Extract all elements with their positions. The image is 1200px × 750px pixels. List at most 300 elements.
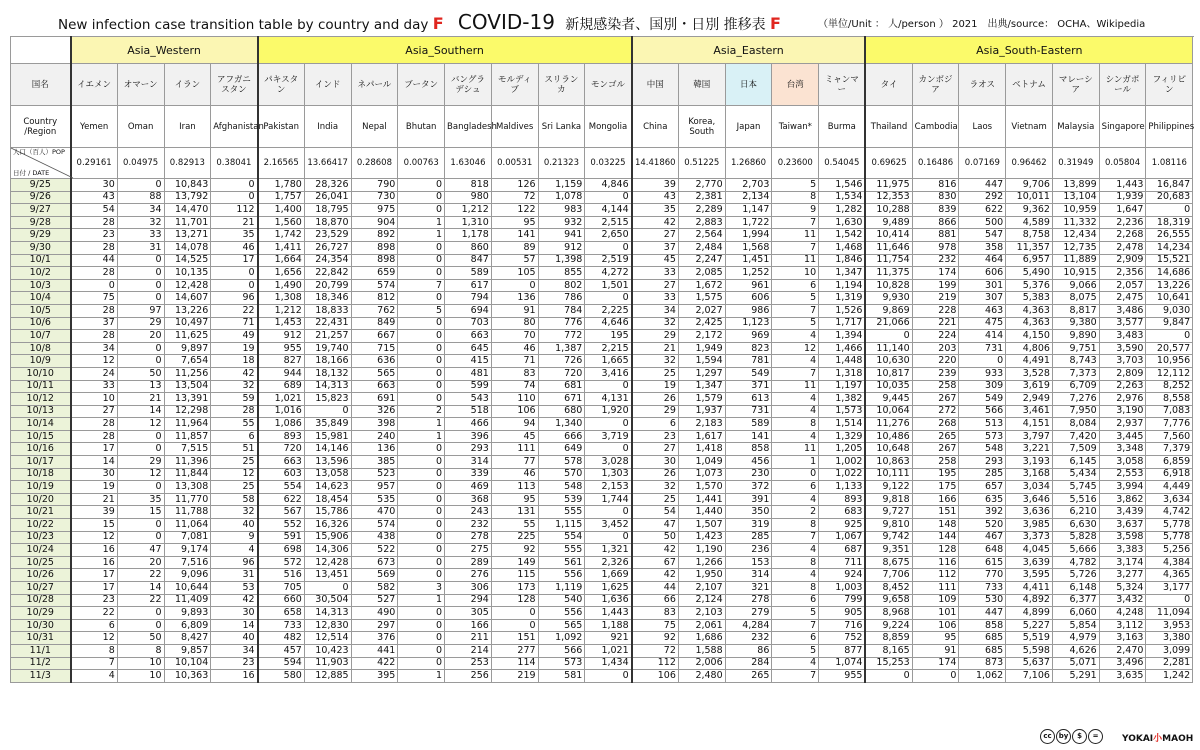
table-row	[11, 355, 1193, 368]
case-count: 904	[351, 216, 398, 229]
case-count: 0	[398, 330, 445, 343]
case-count: 799	[819, 594, 866, 607]
case-count: 2,770	[678, 179, 725, 192]
case-count: 9,066	[1052, 279, 1099, 292]
case-count: 11,844	[164, 468, 211, 481]
case-count: 50	[117, 367, 164, 380]
case-count: 589	[445, 267, 492, 280]
case-count: 71	[211, 317, 258, 330]
case-count: 4,363	[1006, 304, 1053, 317]
case-count: 12	[772, 342, 819, 355]
case-count: 10,135	[164, 267, 211, 280]
case-count: 45	[491, 430, 538, 443]
table-row	[11, 292, 1193, 305]
case-count: 10,828	[865, 279, 912, 292]
case-count: 276	[445, 569, 492, 582]
table-row	[11, 456, 1193, 469]
case-count: 46	[491, 342, 538, 355]
case-count: 0	[1146, 594, 1193, 607]
case-count: 622	[959, 204, 1006, 217]
country-jp-name: イエメン	[71, 64, 118, 106]
case-count: 28	[211, 405, 258, 418]
case-count: 8,452	[865, 582, 912, 595]
case-count: 7,776	[1146, 418, 1193, 431]
case-count: 1,742	[258, 229, 305, 242]
case-count: 67	[632, 556, 679, 569]
country-jp-name: イラン	[164, 64, 211, 106]
case-count: 957	[351, 481, 398, 494]
case-count: 2,124	[678, 594, 725, 607]
unit-source-note: （単位/Unit ： 人/person ） 2021 出典/source： OCHA、Wikipedia	[818, 19, 1146, 30]
case-count: 6,060	[1052, 607, 1099, 620]
case-count: 4,846	[585, 179, 632, 192]
case-count: 2,470	[1099, 644, 1146, 657]
case-count: 9,174	[164, 544, 211, 557]
case-count: 12,298	[164, 405, 211, 418]
case-count: 912	[258, 330, 305, 343]
case-count: 5,828	[1052, 531, 1099, 544]
case-count: 0	[585, 670, 632, 683]
case-count: 13,792	[164, 191, 211, 204]
case-count: 55	[211, 418, 258, 431]
case-count: 114	[491, 657, 538, 670]
case-count: 7	[71, 657, 118, 670]
case-count: 0	[71, 279, 118, 292]
case-count: 8	[71, 644, 118, 657]
case-count: 166	[445, 619, 492, 632]
case-count: 96	[211, 556, 258, 569]
case-count: 3,985	[1006, 519, 1053, 532]
case-count: 5,726	[1052, 569, 1099, 582]
case-count: 26	[632, 468, 679, 481]
table-row	[11, 330, 1193, 343]
case-count: 8	[772, 418, 819, 431]
case-count: 1,321	[585, 544, 632, 557]
case-count: 438	[351, 531, 398, 544]
case-count: 15,823	[304, 393, 351, 406]
case-count: 720	[538, 367, 585, 380]
nd-icon: =	[1088, 729, 1103, 744]
case-count: 513	[959, 418, 1006, 431]
case-count: 622	[258, 493, 305, 506]
case-count: 0	[398, 644, 445, 657]
case-count: 3,193	[1006, 456, 1053, 469]
case-count: 33	[632, 292, 679, 305]
case-count: 33	[632, 267, 679, 280]
case-count: 21	[117, 393, 164, 406]
country-en-name: Cambodia	[912, 106, 959, 148]
case-count: 17	[211, 254, 258, 267]
case-count: 10,648	[865, 443, 912, 456]
case-count: 2,085	[678, 267, 725, 280]
case-count: 1,002	[819, 456, 866, 469]
case-count: 4	[772, 544, 819, 557]
case-count: 116	[912, 556, 959, 569]
case-count: 11,409	[164, 594, 211, 607]
case-count: 10,843	[164, 179, 211, 192]
case-count: 74	[491, 380, 538, 393]
case-count: 955	[819, 670, 866, 683]
case-count: 12,514	[304, 632, 351, 645]
case-count: 776	[538, 317, 585, 330]
case-count: 126	[491, 179, 538, 192]
case-count: 8,427	[164, 632, 211, 645]
case-count: 49	[211, 330, 258, 343]
case-count: 0	[117, 531, 164, 544]
case-count: 18,795	[304, 204, 351, 217]
case-count: 15,253	[865, 657, 912, 670]
case-count: 556	[538, 569, 585, 582]
case-count: 8	[772, 191, 819, 204]
case-count: 1,665	[585, 355, 632, 368]
case-count: 1,049	[678, 456, 725, 469]
case-count: 16	[211, 670, 258, 683]
case-count: 955	[258, 342, 305, 355]
case-count: 1,664	[258, 254, 305, 267]
case-count: 1,319	[819, 292, 866, 305]
case-count: 19,740	[304, 342, 351, 355]
case-count: 781	[725, 355, 772, 368]
table-row	[11, 493, 1193, 506]
case-count: 599	[445, 380, 492, 393]
case-count: 285	[725, 531, 772, 544]
case-count: 297	[351, 619, 398, 632]
case-count: 573	[538, 657, 585, 670]
case-count: 0	[398, 254, 445, 267]
case-count: 106	[491, 405, 538, 418]
case-count: 75	[71, 292, 118, 305]
case-count: 591	[258, 531, 305, 544]
case-count: 2,553	[1099, 468, 1146, 481]
date-cell: 9/29	[11, 229, 71, 242]
case-count: 7	[772, 619, 819, 632]
case-count: 667	[351, 330, 398, 343]
case-count: 10,011	[1006, 191, 1053, 204]
case-count: 232	[912, 254, 959, 267]
case-count: 243	[445, 506, 492, 519]
case-count: 6	[71, 619, 118, 632]
case-count: 7,420	[1052, 430, 1099, 443]
case-count: 1	[398, 430, 445, 443]
case-count: 1,423	[678, 531, 725, 544]
case-count: 11,375	[865, 267, 912, 280]
date-cell: 10/11	[11, 380, 71, 393]
cc-license-icons	[1040, 729, 1103, 744]
population-value: 14.41860	[632, 148, 679, 179]
case-count: 58	[211, 493, 258, 506]
case-count: 2,172	[678, 330, 725, 343]
case-count: 1,466	[819, 342, 866, 355]
region-corner	[11, 37, 71, 64]
case-count: 3,461	[1006, 405, 1053, 418]
case-count: 8	[772, 556, 819, 569]
case-count: 10,641	[1146, 292, 1193, 305]
case-count: 555	[538, 544, 585, 557]
case-count: 14,313	[304, 607, 351, 620]
case-count: 3,634	[1146, 493, 1193, 506]
case-count: 91	[491, 304, 538, 317]
case-count: 1,400	[258, 204, 305, 217]
case-count: 3,862	[1099, 493, 1146, 506]
case-count: 321	[725, 582, 772, 595]
case-count: 20	[117, 330, 164, 343]
case-count: 43	[632, 191, 679, 204]
country-en-name: Thailand	[865, 106, 912, 148]
date-cell: 9/25	[11, 179, 71, 192]
case-count: 9,810	[865, 519, 912, 532]
case-count: 51	[211, 443, 258, 456]
case-count: 14,306	[304, 544, 351, 557]
date-cell: 10/7	[11, 330, 71, 343]
case-count: 23	[71, 229, 118, 242]
case-count: 7,083	[1146, 405, 1193, 418]
case-count: 128	[912, 544, 959, 557]
case-count: 15	[71, 519, 118, 532]
case-count: 88	[117, 191, 164, 204]
case-count: 414	[959, 330, 1006, 343]
case-count: 547	[959, 229, 1006, 242]
case-count: 2,381	[678, 191, 725, 204]
case-count: 1,534	[819, 191, 866, 204]
case-count: 790	[351, 179, 398, 192]
date-cell: 9/28	[11, 216, 71, 229]
case-count: 860	[445, 241, 492, 254]
case-count: 232	[445, 519, 492, 532]
case-count: 606	[959, 267, 1006, 280]
case-count: 770	[959, 569, 1006, 582]
case-count: 1,318	[819, 367, 866, 380]
case-count: 7,276	[1052, 393, 1099, 406]
population-value: 1.63046	[445, 148, 492, 179]
date-cell: 10/10	[11, 367, 71, 380]
case-count: 9,897	[164, 342, 211, 355]
case-count: 518	[445, 405, 492, 418]
case-count: 19	[71, 481, 118, 494]
case-count: 3,528	[1006, 367, 1053, 380]
case-count: 0	[117, 279, 164, 292]
case-count: 733	[258, 619, 305, 632]
case-count: 881	[912, 229, 959, 242]
country-en-name: Korea, South	[678, 106, 725, 148]
case-count: 3,953	[1146, 619, 1193, 632]
case-count: 28	[71, 267, 118, 280]
case-count: 12	[117, 418, 164, 431]
case-count: 9,751	[1052, 342, 1099, 355]
case-count: 9,930	[865, 292, 912, 305]
date-cell: 10/21	[11, 506, 71, 519]
case-count: 232	[725, 632, 772, 645]
case-count: 293	[445, 443, 492, 456]
case-count: 4,131	[585, 393, 632, 406]
case-count: 849	[351, 317, 398, 330]
case-count: 1,669	[585, 569, 632, 582]
date-cell: 10/26	[11, 569, 71, 582]
case-count: 54	[632, 506, 679, 519]
case-count: 565	[351, 367, 398, 380]
case-count: 8,675	[865, 556, 912, 569]
case-count: 21	[211, 216, 258, 229]
case-count: 12	[211, 468, 258, 481]
case-count: 31	[211, 569, 258, 582]
case-count: 1,434	[585, 657, 632, 670]
case-count: 148	[912, 519, 959, 532]
case-count: 26	[632, 393, 679, 406]
case-count: 28	[71, 216, 118, 229]
case-count: 4,365	[1146, 569, 1193, 582]
date-cell: 10/22	[11, 519, 71, 532]
case-count: 27	[632, 279, 679, 292]
case-count: 7	[772, 304, 819, 317]
case-count: 1,950	[678, 569, 725, 582]
case-count: 14,607	[164, 292, 211, 305]
case-count: 944	[258, 367, 305, 380]
population-value: 1.26860	[725, 148, 772, 179]
table-row	[11, 191, 1193, 204]
case-count: 1,588	[678, 644, 725, 657]
country-en-name: Pakistan	[258, 106, 305, 148]
case-count: 4	[772, 569, 819, 582]
case-count: 858	[725, 443, 772, 456]
table-row	[11, 267, 1193, 280]
case-count: 548	[959, 443, 1006, 456]
case-count: 5,383	[1006, 292, 1053, 305]
case-count: 816	[912, 179, 959, 192]
case-count: 339	[445, 468, 492, 481]
case-count: 1,636	[585, 594, 632, 607]
case-count: 23,529	[304, 229, 351, 242]
case-count: 15,521	[1146, 254, 1193, 267]
case-count: 1,846	[819, 254, 866, 267]
country-jp-name: アフガニスタン	[211, 64, 258, 106]
case-count: 34	[117, 204, 164, 217]
cc-icon: cc	[1040, 729, 1055, 744]
date-cell: 10/24	[11, 544, 71, 557]
case-count: 3,637	[1099, 519, 1146, 532]
case-count: 2,425	[678, 317, 725, 330]
case-count: 8,817	[1052, 304, 1099, 317]
case-count: 457	[258, 644, 305, 657]
population-value: 0.29161	[71, 148, 118, 179]
case-count: 581	[538, 670, 585, 683]
case-count: 730	[351, 191, 398, 204]
case-count: 44	[632, 582, 679, 595]
case-count: 2,027	[678, 304, 725, 317]
case-count: 13,226	[164, 304, 211, 317]
case-count: 284	[725, 657, 772, 670]
case-count: 1,443	[585, 607, 632, 620]
case-count: 14	[117, 405, 164, 418]
case-count: 141	[491, 229, 538, 242]
table-row	[11, 443, 1193, 456]
case-count: 812	[351, 292, 398, 305]
case-count: 5,434	[1052, 468, 1099, 481]
case-count: 4,045	[1006, 544, 1053, 557]
case-count: 4,806	[1006, 342, 1053, 355]
case-count: 220	[912, 355, 959, 368]
case-count: 9,857	[164, 644, 211, 657]
case-count: 7,654	[164, 355, 211, 368]
case-count: 14,146	[304, 443, 351, 456]
case-count: 2,564	[678, 229, 725, 242]
case-count: 77	[491, 456, 538, 469]
case-count: 10,104	[164, 657, 211, 670]
case-count: 527	[351, 594, 398, 607]
case-count: 0	[211, 279, 258, 292]
country-en-name: Nepal	[351, 106, 398, 148]
case-count: 122	[491, 204, 538, 217]
case-count: 151	[491, 632, 538, 645]
case-count: 1,190	[678, 544, 725, 557]
case-count: 7	[398, 279, 445, 292]
case-count: 932	[538, 216, 585, 229]
date-cell: 11/2	[11, 657, 71, 670]
case-count: 80	[491, 317, 538, 330]
case-count: 106	[632, 670, 679, 683]
population-value: 0.31949	[1052, 148, 1099, 179]
case-count: 441	[351, 644, 398, 657]
case-count: 500	[959, 216, 1006, 229]
case-count: 20,683	[1146, 191, 1193, 204]
case-count: 46	[491, 468, 538, 481]
case-count: 9	[772, 204, 819, 217]
case-count: 11,770	[164, 493, 211, 506]
case-count: 372	[725, 481, 772, 494]
case-count: 720	[258, 443, 305, 456]
date-cell: 10/19	[11, 481, 71, 494]
date-cell: 10/5	[11, 304, 71, 317]
case-count: 0	[398, 355, 445, 368]
case-count: 23	[211, 657, 258, 670]
case-count: 1,078	[538, 191, 585, 204]
table-row	[11, 519, 1193, 532]
case-count: 112	[211, 204, 258, 217]
case-count: 20,577	[1146, 342, 1193, 355]
case-count: 17	[71, 569, 118, 582]
case-count: 1,398	[538, 254, 585, 267]
case-count: 43	[71, 191, 118, 204]
case-count: 0	[1146, 204, 1193, 217]
case-count: 25	[632, 367, 679, 380]
case-count: 18,870	[304, 216, 351, 229]
case-count: 17	[71, 443, 118, 456]
case-count: 75	[632, 619, 679, 632]
case-count: 3,577	[1099, 317, 1146, 330]
case-count: 7	[772, 241, 819, 254]
case-count: 11,332	[1052, 216, 1099, 229]
case-count: 97	[117, 304, 164, 317]
case-count: 20	[117, 556, 164, 569]
case-count: 9,742	[865, 531, 912, 544]
date-cell: 10/16	[11, 443, 71, 456]
case-count: 898	[351, 254, 398, 267]
case-count: 1,021	[258, 393, 305, 406]
table-row	[11, 670, 1193, 683]
case-count: 3,452	[585, 519, 632, 532]
case-count: 1,507	[678, 519, 725, 532]
case-count: 0	[398, 393, 445, 406]
case-count: 47	[632, 519, 679, 532]
case-count: 3,639	[1006, 556, 1053, 569]
case-count: 663	[445, 330, 492, 343]
case-count: 7,509	[1052, 443, 1099, 456]
case-count: 1,119	[538, 582, 585, 595]
table-row	[11, 418, 1193, 431]
case-count: 371	[725, 380, 772, 393]
case-count: 0	[585, 292, 632, 305]
case-count: 648	[959, 544, 1006, 557]
footer	[1040, 729, 1200, 749]
date-cell: 10/28	[11, 594, 71, 607]
